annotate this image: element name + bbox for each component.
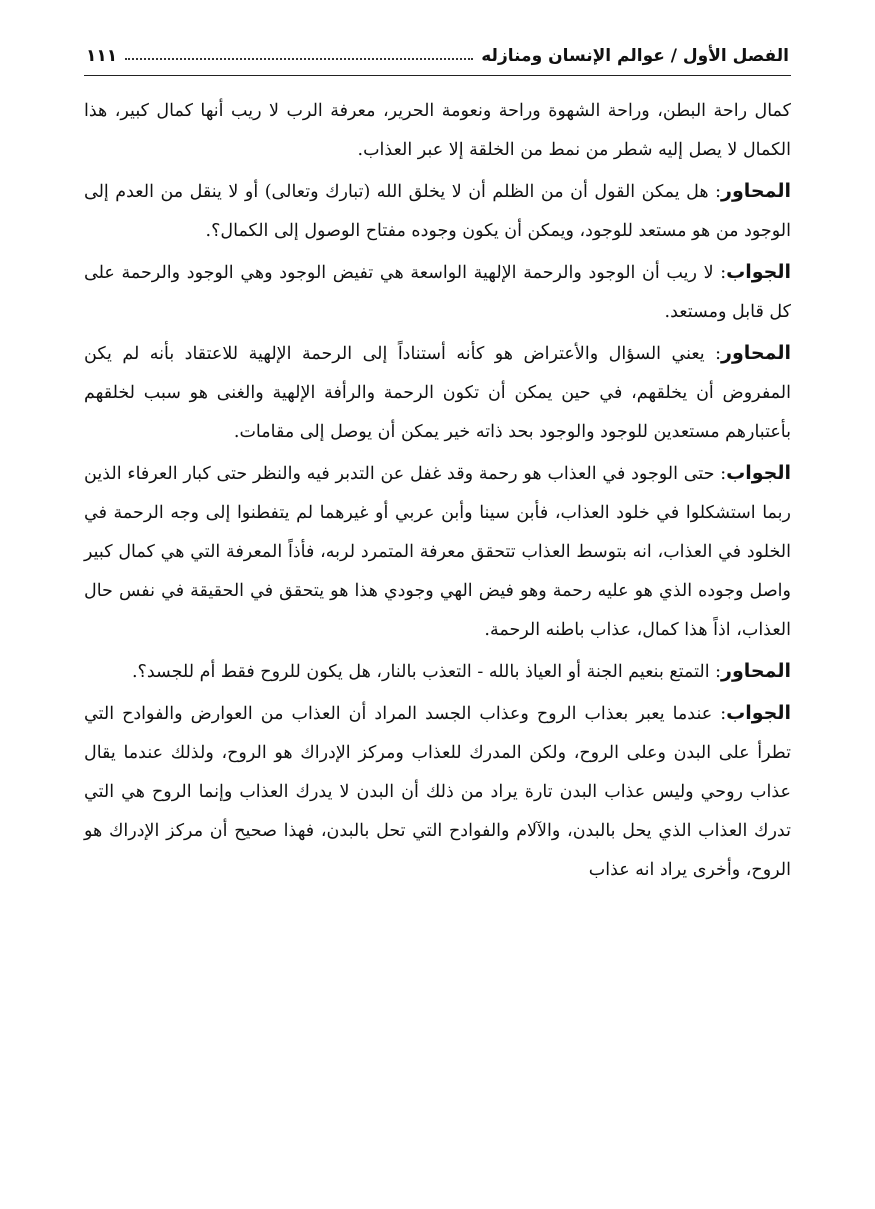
speaker-label: الجواب — [726, 462, 791, 484]
paragraph — [84, 334, 791, 452]
paragraph-text: : عندما يعبر بعذاب الروح وعذاب الجسد المراد أن العذاب من العوارض والفوادح التي تطرأ على البدن وعلى الروح، ولكن المدرك للعذاب ومركز الإدراك هو الروح، ولذلك عندما يقال عذاب روحي وليس عذاب البدن تارة يراد من ذلك أن البدن لا يدرك العذاب وإنما الروح هي التي تدرك العذاب الذي يحل بالبدن، والآلام والفوادح التي تحل بالبدن، فهذا صحيح أن مركز الإدراك هو الروح، وأخرى يراد انه عذاب — [84, 704, 791, 880]
paragraph-text: : هل يمكن القول أن من الظلم أن لا يخلق الله (تبارك وتعالى) أو لا ينقل من العدم إلى الوجود من هو مستعد للوجود، ويمكن أن يكون وجوده مفتاح الوصول إلى الكمال؟. — [84, 182, 791, 241]
paragraph-text: : التمتع بنعيم الجنة أو العياذ بالله - التعذب بالنار، هل يكون للروح فقط أم للجسد؟. — [131, 662, 722, 682]
paragraph-text: : حتى الوجود في العذاب هو رحمة وقد غفل عن التدبر فيه والنظر حتى كبار العرفاء الذين ربما استشكلوا في خلود العذاب، فأبن سينا وأبن عربي أو غيرهما لم يتفطنوا إلى وجه الرحمة في الخلود في العذاب، انه بتوسط العذاب تتحقق معرفة المتمرد لربه، فأذاً المعرفة التي هي كمال كبير واصل وجوده الذي هو عليه رحمة وهو فيض الهي وجودي هذا هو يتحقق في الحقيقة في نفس حال العذاب، اذاً هذا كمال، عذاب باطنه الرحمة. — [84, 464, 791, 640]
page-body — [84, 92, 791, 892]
speaker-label: المحاور — [721, 180, 791, 202]
chapter-title: الفصل الأول / عوالم الإنسان ومنازله — [481, 46, 789, 66]
page-number: ١١١ — [86, 46, 118, 66]
paragraph — [84, 253, 791, 332]
paragraph — [84, 172, 791, 251]
paragraph-text: كمال راحة البطن، وراحة الشهوة وراحة ونعومة الحرير، معرفة الرب لا ريب أنها كمال كبير، هذا الكمال لا يصل إليه شطر من نمط من الخلقة إلا عبر العذاب. — [84, 101, 791, 160]
paragraph-text: : يعني السؤال والأعتراض هو كأنه أستناداً إلى الرحمة الإلهية للاعتقاد بأنه لم يكن المفروض أن يخلقهم، في حين يمكن أن تكون الرحمة والرأفة الإلهية والغنى هو سبب لخلقهم بأعتبارهم مستعدين للوجود والوجود بحد ذاته خير يمكن أن يوصل إلى مقامات. — [84, 344, 791, 442]
speaker-label: الجواب — [726, 261, 791, 283]
paragraph — [84, 652, 791, 692]
paragraph-text: : لا ريب أن الوجود والرحمة الإلهية الواسعة هي تفيض الوجود وهي الوجود والرحمة على كل قابل ومستعد. — [84, 263, 791, 322]
paragraph — [84, 92, 791, 170]
speaker-label: المحاور — [721, 342, 791, 364]
paragraph — [84, 454, 791, 650]
header-rule — [84, 75, 791, 76]
running-header — [86, 30, 789, 66]
speaker-label: المحاور — [721, 660, 791, 682]
dotted-leader — [125, 58, 473, 60]
speaker-label: الجواب — [726, 702, 791, 724]
paragraph — [84, 694, 791, 890]
